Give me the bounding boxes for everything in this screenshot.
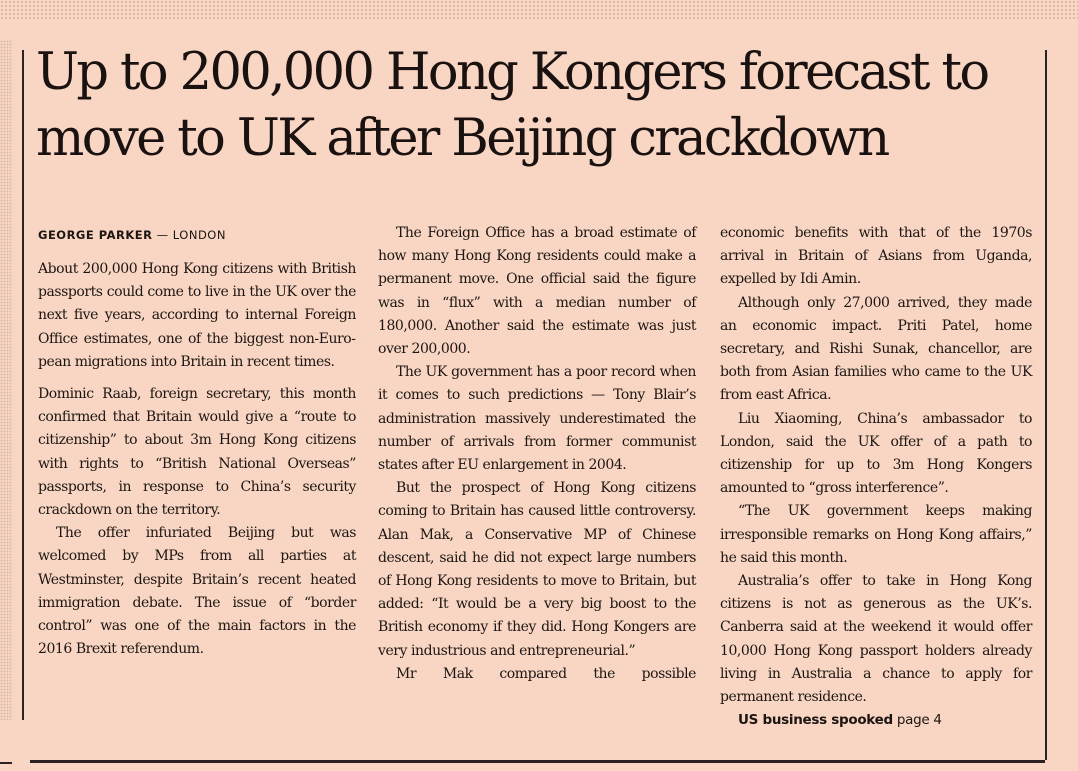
teaser-label: US business spooked: [738, 712, 893, 729]
byline-separator: —: [152, 228, 173, 242]
byline-location: LONDON: [172, 228, 226, 242]
paragraph: economic benefits with that of the 1970s arrival in Britain of Asians from Uganda, expelled by Idi Amin.: [720, 225, 1032, 288]
paragraph: Australia’s offer to take in Hong Kong citizens is not as generous as the UK’s. Canberra said at the weekend it would offer 10,000 Hong Kong passport holders already living in Australia a chance to apply for permanent residence.: [720, 573, 1032, 706]
related-article-teaser[interactable]: [720, 709, 1032, 732]
paragraph: Mr Mak compared the possible: [396, 665, 696, 682]
byline: [38, 228, 226, 242]
paragraph: About 200,000 Hong Kong citizens with British passports could come to live in the UK over the next five years, according to internal Foreign Office estimates, one of the biggest non-European migrations into Britain in recent times.: [38, 261, 356, 370]
article-column-3: [720, 222, 1032, 732]
bottom-left-tick: [0, 762, 12, 764]
top-dotted-border: [0, 0, 1078, 20]
article-column-2: [378, 222, 696, 686]
paragraph: The Foreign Office has a broad estimate of how many Hong Kong residents could make a permanent move. One official said the figure was in “flux” with a median number of 180,000. Another said the estimate was just over 200,000.: [378, 225, 696, 358]
article-column-1: [38, 258, 356, 661]
article-headline: Up to 200,000 Hong Kongers forecast to move to UK after Beijing crackdown: [36, 43, 988, 168]
right-column-rule: [1045, 50, 1047, 760]
paragraph: The UK government has a poor record when it comes to such predictions — Tony Blair’s administration massively underestimated the number of arrivals from former communist states after EU enlargement in 2004.: [378, 364, 696, 474]
paragraph: But the prospect of Hong Kong citizens coming to Britain has caused little controversy. Alan Mak, a Conservative MP of Chinese descent, said he did not expect large numbers of Hong Kong residents to move to Britain, but added: “It would be a very big boost to the British economy if they did. Hong Kongers are very industrious and entrepreneurial.”: [378, 480, 696, 659]
left-column-rule: [22, 50, 24, 720]
paragraph: Liu Xiaoming, China’s ambassador to London, said the UK offer of a path to citizenship for up to 3m Hong Kongers amounted to “gross interference”.: [720, 410, 1032, 497]
bottom-rule: [30, 760, 1045, 763]
paragraph: Dominic Raab, foreign secretary, this month confirmed that Britain would give a “route to citizenship” to about 3m Hong Kong citizens with rights to “British National Overseas” passports, in response to China’s security crackdown on the territory.: [38, 386, 356, 519]
paragraph: Although only 27,000 arrived, they made an economic impact. Priti Patel, home secretary, and Rishi Sunak, chancellor, are both from Asian families who came to the UK from east Africa.: [720, 294, 1032, 404]
teaser-page: page 4: [892, 712, 942, 729]
paragraph: “The UK government keeps making irresponsible remarks on Hong Kong affairs,” he said this month.: [720, 503, 1032, 566]
byline-author: GEORGE PARKER: [38, 228, 153, 242]
left-dotted-margin: [0, 40, 12, 720]
paragraph: The offer infuriated Beijing but was welcomed by MPs from all parties at Westminster, despite Britain’s recent heated immigration debate. The issue of “border control” was one of the main factors in the 2016 Brexit referendum.: [38, 525, 356, 658]
